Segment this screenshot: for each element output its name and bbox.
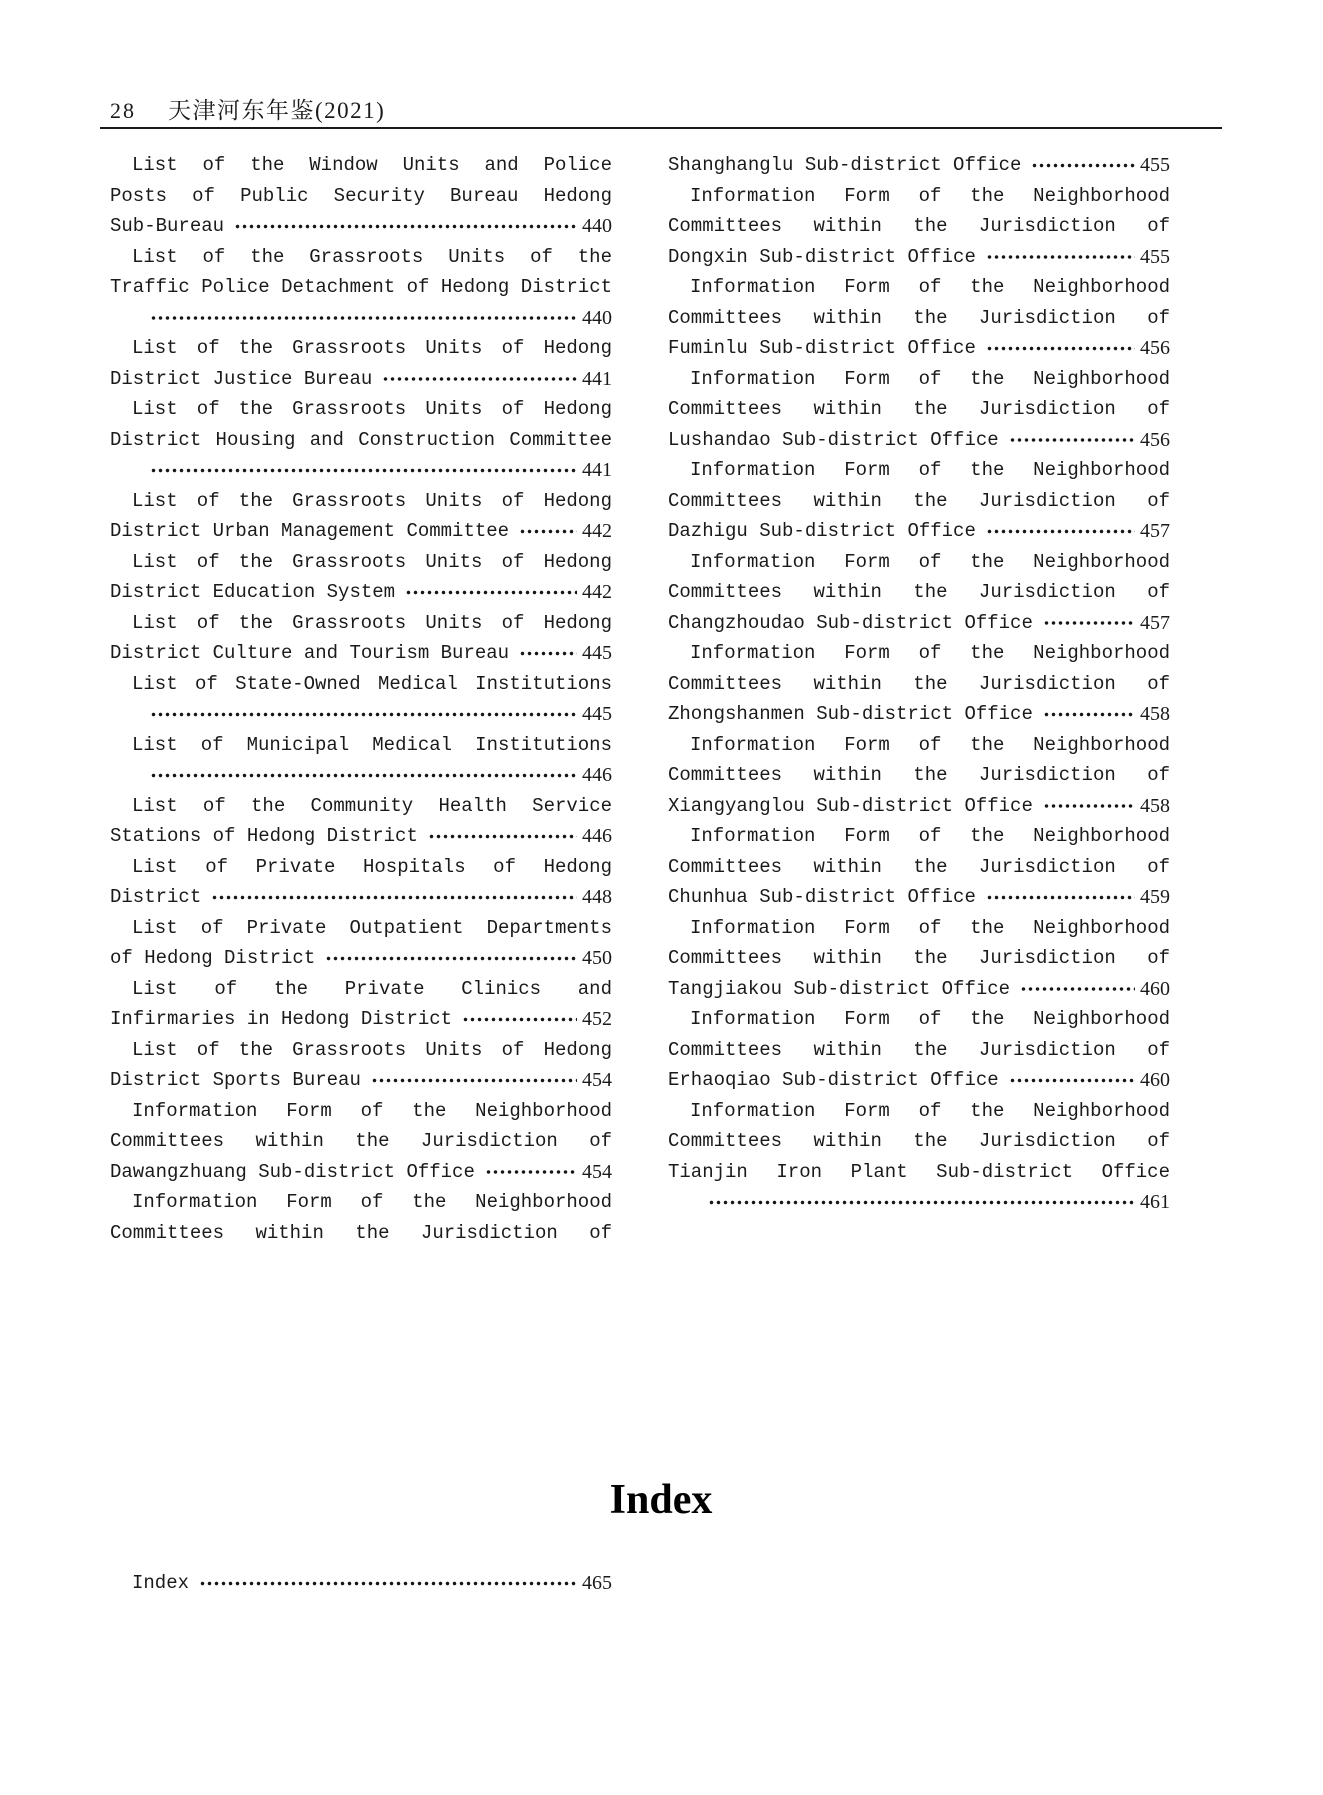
toc-page-number: 441: [582, 367, 612, 390]
toc-entry-text: Changzhoudao Sub-district Office: [668, 611, 1033, 634]
toc-entry-text: List of the Grassroots Units of Hedong: [132, 337, 612, 359]
toc-entry-text: List of the Grassroots Units of the: [132, 245, 612, 268]
page-header: [110, 92, 385, 125]
toc-entry: [110, 730, 612, 791]
toc-page-number: 446: [582, 764, 612, 786]
dot-leader: [1020, 974, 1135, 1005]
toc-entry-text: Information Form of the Neighborhood: [690, 642, 1170, 664]
toc-page-number: 442: [582, 520, 612, 542]
toc-page-number: 441: [582, 459, 612, 481]
dot-leader: [462, 1004, 577, 1035]
toc-entry-text: Dongxin Sub-district Office: [668, 245, 976, 268]
toc-entry: [110, 150, 612, 242]
dot-leader: [150, 699, 577, 730]
toc-entry-text: Fuminlu Sub-district Office: [668, 337, 976, 359]
toc-entry: [668, 730, 1170, 822]
index-page-number: 465: [582, 1572, 612, 1594]
toc-entry-text: Committees within the Jurisdiction of: [668, 855, 1170, 878]
toc-entry-text: Committees within the Jurisdiction of: [110, 1130, 612, 1152]
toc-entry-text: Stations of Hedong District: [110, 825, 418, 847]
toc-page-number: 456: [1140, 428, 1170, 451]
toc-entry: [668, 364, 1170, 456]
dot-leader: [1043, 791, 1135, 822]
toc-entry-text: Information Form of the Neighborhood: [690, 367, 1170, 390]
toc-entry: [668, 547, 1170, 639]
dot-leader: [986, 516, 1135, 547]
toc-entry-text: Posts of Public Security Bureau Hedong: [110, 184, 612, 207]
dot-leader: [405, 577, 577, 608]
toc-entry-text: District Culture and Tourism Bureau: [110, 642, 510, 664]
toc-entry: [110, 791, 612, 852]
toc-entry: [110, 974, 612, 1035]
toc-entry-text: Chunhua Sub-district Office: [668, 886, 976, 908]
toc-entry-text: Sub-Bureau: [110, 215, 225, 237]
toc-entry: [110, 852, 612, 913]
toc-entry-text: Tangjiakou Sub-district Office: [668, 977, 1011, 1000]
toc-entry-text: Committees within the Jurisdiction of: [668, 947, 1170, 969]
toc-page-number: 448: [582, 886, 612, 908]
toc-entry-text: Committees within the Jurisdiction of: [668, 489, 1170, 512]
toc-page-number: 460: [1140, 977, 1170, 1000]
dot-leader: [150, 760, 577, 791]
toc-entry-text: District Housing and Construction Committee: [110, 428, 612, 451]
toc-entry-text: Information Form of the Neighborhood: [690, 276, 1170, 298]
dot-leader: [485, 1157, 577, 1188]
toc-entry: [110, 394, 612, 486]
toc-page-number: 455: [1140, 154, 1170, 176]
toc-entry: [668, 913, 1170, 1005]
dot-leader: [150, 303, 577, 334]
toc-entry: [110, 1187, 612, 1248]
book-title: 天津河东年鉴(2021): [168, 98, 386, 123]
dot-leader: [708, 1187, 1135, 1218]
toc-entry: [110, 547, 612, 608]
toc-right-column: [668, 150, 1170, 1248]
toc-entry: [110, 913, 612, 974]
toc-entry: [668, 455, 1170, 547]
dot-leader: [428, 821, 577, 852]
toc-entry-text: Committees within the Jurisdiction of: [668, 398, 1170, 420]
toc-entry-text: List of State-Owned Medical Institutions: [132, 672, 612, 695]
toc-entry-text: List of the Grassroots Units of Hedong: [132, 611, 612, 634]
toc-entry-text: District Education System: [110, 581, 396, 603]
toc-entry-text: Information Form of the Neighborhood: [690, 184, 1170, 207]
toc-page-number: 450: [582, 947, 612, 969]
toc-entry-text: Information Form of the Neighborhood: [690, 459, 1170, 481]
toc-page-number: 460: [1140, 1069, 1170, 1091]
dot-leader: [234, 211, 577, 242]
toc-page-number: 442: [582, 581, 612, 603]
toc-entry-text: Information Form of the Neighborhood: [132, 1191, 612, 1213]
toc-entry-text: List of Private Outpatient Departments: [132, 916, 612, 939]
page-number: 28: [110, 98, 136, 123]
toc-page-number: 440: [582, 306, 612, 329]
toc-entry-text: Erhaoqiao Sub-district Office: [668, 1069, 999, 1091]
toc-entry-text: List of Municipal Medical Institutions: [132, 733, 612, 756]
toc-entry-text: Committees within the Jurisdiction of: [668, 215, 1170, 237]
toc-entry: [668, 821, 1170, 913]
toc-page-number: 452: [582, 1008, 612, 1030]
toc-entry-text: Information Form of the Neighborhood: [132, 1099, 612, 1122]
toc-page-number: 456: [1140, 337, 1170, 359]
toc-entry: [668, 1004, 1170, 1096]
toc-entry: [110, 608, 612, 669]
toc-entry: [110, 1096, 612, 1188]
toc-left-column: [110, 150, 612, 1248]
toc-entry-text: Information Form of the Neighborhood: [690, 550, 1170, 573]
toc-entry: [110, 333, 612, 394]
toc-page-number: 455: [1140, 245, 1170, 268]
toc-entry-text: Dawangzhuang Sub-district Office: [110, 1160, 475, 1183]
dot-leader: [199, 1568, 577, 1599]
toc-entry-text: Dazhigu Sub-district Office: [668, 520, 976, 542]
toc-entry-text: District: [110, 886, 202, 908]
toc-entry-text: Infirmaries in Hedong District: [110, 1008, 453, 1030]
toc-page-number: 446: [582, 825, 612, 847]
toc-entry-text: Committees within the Jurisdiction of: [110, 1221, 612, 1244]
dot-leader: [325, 943, 577, 974]
toc-entry: [668, 272, 1170, 364]
toc-entry-text: of Hedong District: [110, 947, 316, 969]
toc-page-number: 454: [582, 1069, 612, 1091]
dot-leader: [382, 364, 577, 395]
toc-page-number: 458: [1140, 794, 1170, 817]
index-entry: [110, 1568, 612, 1599]
toc-entry-text: Committees within the Jurisdiction of: [668, 1038, 1170, 1061]
toc-entry-text: Committees within the Jurisdiction of: [668, 1130, 1170, 1152]
toc-entry: [110, 1035, 612, 1096]
toc-entry: [110, 669, 612, 730]
toc-page-number: 454: [582, 1160, 612, 1183]
toc-page-number: 457: [1140, 611, 1170, 634]
toc-entry: [668, 638, 1170, 730]
toc-entry-text: Traffic Police Detachment of Hedong District: [110, 276, 612, 298]
toc-page-number: 458: [1140, 703, 1170, 725]
toc-entry-text: List of the Grassroots Units of Hedong: [132, 550, 612, 573]
toc-page-number: 445: [582, 642, 612, 664]
toc-entry: [110, 486, 612, 547]
toc-entry-text: Committees within the Jurisdiction of: [668, 764, 1170, 786]
dot-leader: [1009, 1065, 1135, 1096]
header-rule: [100, 127, 1222, 129]
toc-entry: [668, 150, 1170, 181]
toc-page-number: 457: [1140, 520, 1170, 542]
dot-leader: [986, 882, 1135, 913]
toc-entry-text: Lushandao Sub-district Office: [668, 428, 999, 451]
dot-leader: [986, 242, 1135, 273]
toc-entry-text: List of the Private Clinics and: [132, 977, 612, 1000]
toc-entry-text: Committees within the Jurisdiction of: [668, 581, 1170, 603]
dot-leader: [211, 882, 577, 913]
toc-entry-text: List of the Grassroots Units of Hedong: [132, 489, 612, 512]
toc-entry-text: List of the Window Units and Police: [132, 154, 612, 176]
toc-entry-text: District Justice Bureau: [110, 367, 373, 390]
toc-entry-text: List of Private Hospitals of Hedong: [132, 855, 612, 878]
dot-leader: [371, 1065, 577, 1096]
toc-entry-text: Information Form of the Neighborhood: [690, 1008, 1170, 1030]
toc: [110, 150, 1170, 1248]
toc-entry-text: Xiangyanglou Sub-district Office: [668, 794, 1033, 817]
toc-entry: [668, 181, 1170, 273]
toc-entry-text: Committees within the Jurisdiction of: [668, 672, 1170, 695]
toc-entry-text: District Urban Management Committee: [110, 520, 510, 542]
index-heading: Index: [609, 1477, 713, 1523]
toc-page-number: 459: [1140, 886, 1170, 908]
index-entry-label: Index: [132, 1572, 190, 1594]
toc-entry-text: List of the Grassroots Units of Hedong: [132, 398, 612, 420]
toc-page-number: 461: [1140, 1191, 1170, 1213]
toc-entry-text: Shanghanglu Sub-district Office: [668, 154, 1022, 176]
toc-entry-text: List of the Grassroots Units of Hedong: [132, 1038, 612, 1061]
toc-entry-text: List of the Community Health Service: [132, 794, 612, 817]
toc-entry-text: District Sports Bureau: [110, 1069, 361, 1091]
toc-entry-text: Zhongshanmen Sub-district Office: [668, 703, 1033, 725]
dot-leader: [1043, 608, 1135, 639]
dot-leader: [1009, 425, 1135, 456]
toc-page-number: 440: [582, 215, 612, 237]
toc-page-number: 445: [582, 703, 612, 725]
dot-leader: [986, 333, 1135, 364]
toc-entry: [668, 1096, 1170, 1218]
dot-leader: [519, 516, 577, 547]
toc-entry-text: Tianjin Iron Plant Sub-district Office: [668, 1160, 1170, 1183]
toc-entry-text: Information Form of the Neighborhood: [690, 733, 1170, 756]
dot-leader: [150, 455, 577, 486]
toc-entry: [110, 242, 612, 334]
toc-entry-text: Information Form of the Neighborhood: [690, 825, 1170, 847]
dot-leader: [1043, 699, 1135, 730]
dot-leader: [1031, 150, 1135, 181]
toc-entry-text: Committees within the Jurisdiction of: [668, 306, 1170, 329]
toc-entry-text: Information Form of the Neighborhood: [690, 916, 1170, 939]
toc-entry-text: Information Form of the Neighborhood: [690, 1099, 1170, 1122]
dot-leader: [519, 638, 577, 669]
